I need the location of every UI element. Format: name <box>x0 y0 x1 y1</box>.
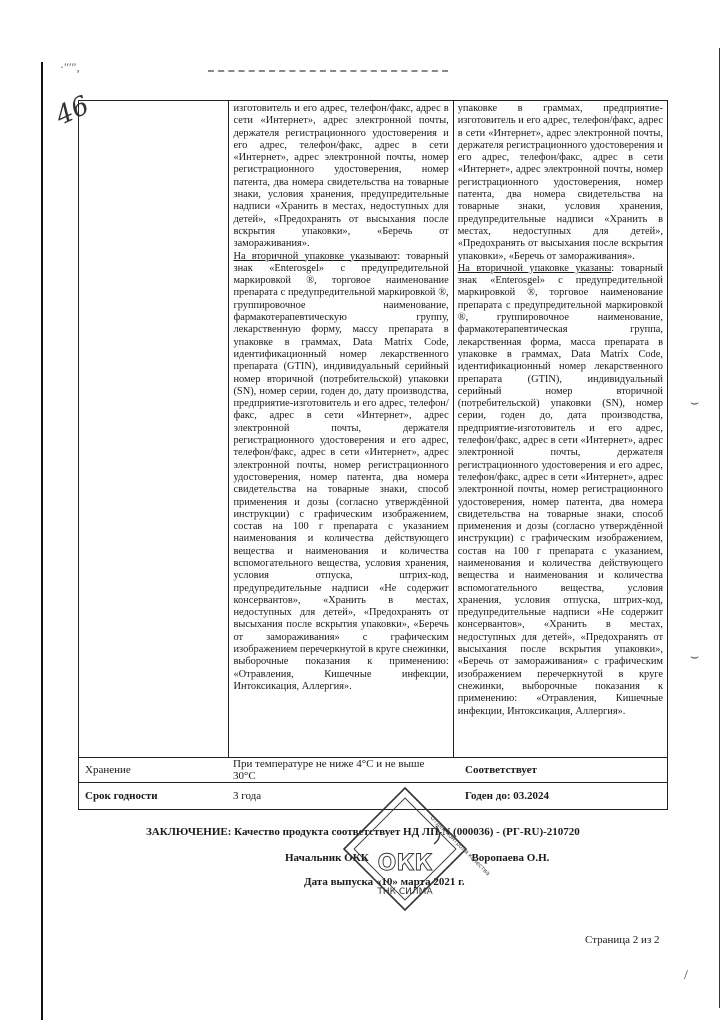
requirement-primary-text: изготовитель и его адрес, телефон/факс, адрес в сети «Интернет», адрес электронной почты, держателя регистрационного удостоверения и его адрес, телефон/факс, адрес в сети «Интернет», адрес электронной почты, номер регистрационного удостоверения, номер патента, два номера свидетельства на товарные знаки, условия хранения, предупредительные надписи «Хранить в местах, недоступных для детей», «Предохранять от высыхания после вскрытия упаковки», «Беречь от замораживания». <box>233 103 449 250</box>
stamp-ring-text: Отдел контроля качества <box>428 814 492 878</box>
margin-tick-mark: / <box>684 968 688 983</box>
result-secondary-paragraph <box>458 263 663 718</box>
marking-row <box>79 101 667 757</box>
result-cell <box>454 101 667 757</box>
result-primary-text: упаковке в граммах, предприятие-изготовитель и его адрес, телефон/факс, адрес в сети «Интернет», адрес электронной почты, держателя регистрационного удостоверения и его адрес, телефон/факс, адрес в сети «Интернет», адрес электронной почты, номер регистрационного удостоверения, номер патента, два номера свидетельства на товарные знаки, условия хранения, предупредительные надписи «Хранить в местах, недоступных для детей», «Предохранять от высыхания после вскрытия упаковки», «Беречь от замораживания». <box>457 103 663 262</box>
chief-title: Начальник ОКК <box>285 852 369 864</box>
specification-table <box>78 100 668 810</box>
stamp-inner-diamond <box>354 798 456 900</box>
page-number: Страница 2 из 2 <box>585 934 660 946</box>
storage-row <box>79 757 667 782</box>
requirement-secondary-text: : товарный знак «Enterosgel» с предупредительной маркировкой ®, торговое наименование препарата с предупредительной маркировкой ®, группировочное наименование, фармакотерапевтическую группу, лекарственную форму, массу препарата в упаковке в граммах, Data Matrix Code, идентификационный номер лекарственного препарата (GTIN), индивидуальный серийный номер вторичной (потребительской) упаковки (SN), номер серии, годен до, дату производства, предприятие-изготовитель и его адрес, телефон/факс, адрес в сети «Интернет», адрес электронной почты, держателя регистрационного удостоверения и его адрес, телефон/факс, адрес в сети «Интернет», адрес электронной почты, номер регистрационного удостоверения, номер патента, два номера свидетельства на товарные знаки, способ применения и дозы (согласно утверждённой инструкции) с графическим изображением, состав на 100 г препарата с указанием наименования и количества действующего вещества и наименования и количества вспомогательного вещества, условия хранения, условия отпуска, штрих-код, предупредительные надписи «Не содержит консервантов», «Хранить в местах, недоступных для детей», «Предохранять от высыхания после вскрытия упаковки», «Беречь от замораживания» с графическим изображением перечеркнутой в круге снежинки, выборочные показания к применению: «Отравления, Кишечные инфекции, Интоксикация, Аллергия». <box>233 250 449 692</box>
shelf-life-requirement: 3 года <box>233 790 262 802</box>
storage-requirement: При температуре не ниже 4°С и не выше 30°С <box>233 758 425 782</box>
shelf-life-result: Годен до: 03.2024 <box>465 790 549 802</box>
requirement-secondary-paragraph <box>233 251 448 694</box>
stamp-center-text: ОКК <box>377 851 433 876</box>
scan-artifact-line <box>208 70 448 72</box>
result-secondary-label: На вторичной упаковке указаны <box>457 262 612 274</box>
page-border-right <box>719 48 720 1008</box>
quality-control-stamp <box>340 784 492 914</box>
requirement-secondary-label: На вторичной упаковке указывают <box>233 250 398 262</box>
release-date: Дата выпуска «10» марта 2021 г. <box>304 876 465 888</box>
conclusion-text: ЗАКЛЮЧЕНИЕ: Качество продукта соответствует НД ЛП-N (000036) - (РГ-RU)-210720 <box>146 826 580 838</box>
handwritten-page-number: 46 <box>51 90 94 132</box>
chief-name: Воропаева О.Н. <box>471 852 550 864</box>
margin-tick-mark: ⌣ <box>690 650 700 665</box>
shelf-life-label: Срок годности <box>85 790 158 802</box>
parameter-cell-empty <box>79 101 229 757</box>
page-border-left <box>41 62 43 1020</box>
margin-tick-mark: ⌣ <box>690 396 700 411</box>
result-secondary-text: : товарный знак «Enterosgel» с предупредительной маркировкой ®, торговое наименование препарата с предупредительной маркировкой ®, группировочное наименование, фармакотерапевтическая группа, лекарственная форма, масса препарата в упаковке в граммах, Data Matrix Code, идентификационный номер лекарственного препарата (GTIN), индивидуальный серийный номер вторичной (потребительской) упаковки (SN), номер серии, годен до, дата производства, предприятие-изготовитель и его адрес, телефон/факс, адрес в сети «Интернет», адрес электронной почты, держателя регистрационного удостоверения и его адрес, телефон/факс, адрес в сети «Интернет», адрес электронной почты, номер регистрационного удостоверения, номер патента, два номера свидетельства на товарные знаки, способ применения и дозы (согласно утверждённой инструкции) с графическим изображением, состав на 100 г препарата с указанием, наименования и количества действующего вещества и наименования и количества вспомогательного вещества, условия хранения, условия отпуска, штрих-код, предупредительные надписи «Не содержит консервантов», «Хранить в местах, недоступных для детей», «Предохранять от высыхания после вскрытия упаковки», «Беречь от замораживания» с графическим изображением перечеркнутой в круге снежинки, выборочные показания к применению: «Отравления, Кишечные инфекции, Интоксикация, Аллергия». <box>457 262 663 717</box>
storage-result: Соответствует <box>465 764 537 776</box>
corner-mark: ·″′″, <box>60 60 80 74</box>
requirement-cell <box>229 101 453 757</box>
storage-label: Хранение <box>85 764 131 776</box>
stamp-bottom-text: ТНК СИЛМА <box>377 887 433 897</box>
